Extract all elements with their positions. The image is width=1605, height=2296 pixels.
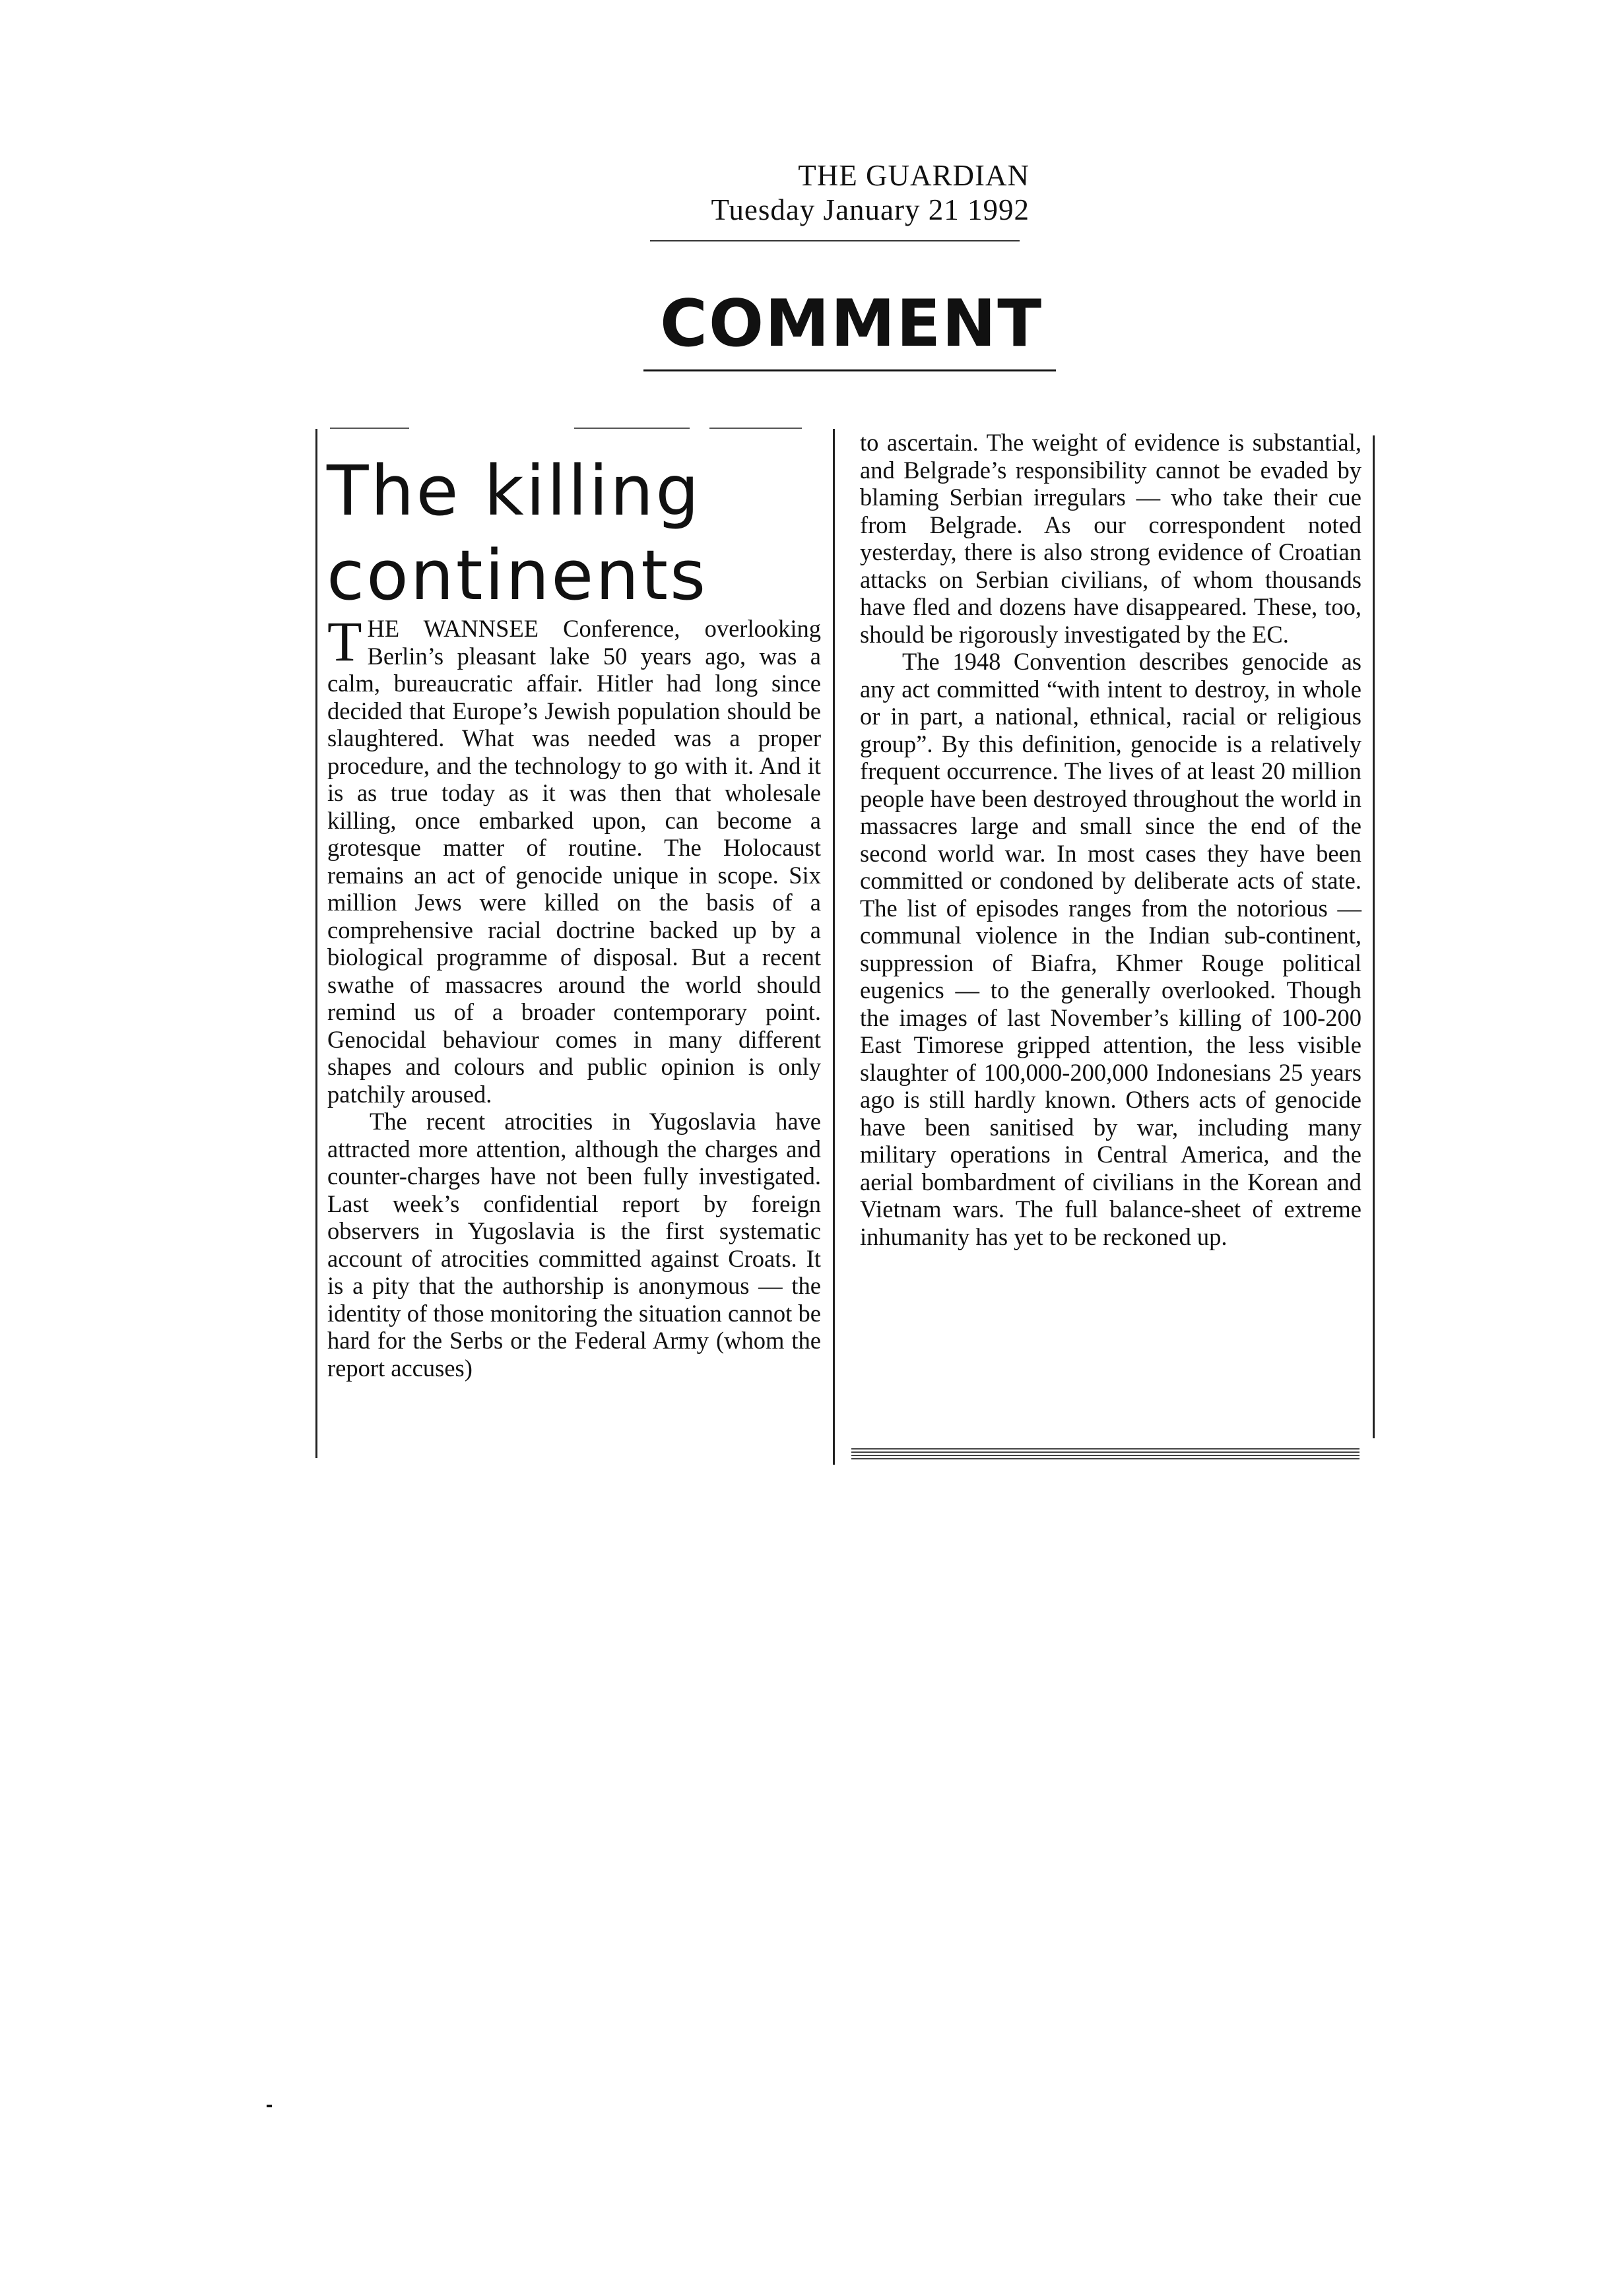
section-title: COMMENT [659, 286, 1043, 362]
paragraph-text: HE WANNSEE Conference, overlooking Berlin’s pleasant lake 50 years ago, was a calm, bureaucratic affair. Hitler had long since decided that Europe’s Jewish population should be slaughtered. What was needed was a proper procedure, and the technology to go with it. And it is as true today as it was then that wholesale killing, once embarked upon, can become a grotesque matter of routine. The Holocaust remains an act of genocide unique in scope. Six million Jews were killed on the basis of a comprehensive racial doctrine backed up by a biological programme of disposal. But a recent swathe of massacres around the world should remind us of a broader contemporary point. Genocidal behaviour comes in many different shapes and colours and public opinion is only patchily aroused. [327, 615, 821, 1108]
end-rule [851, 1448, 1359, 1450]
article-paragraph: The recent atrocities in Yugoslavia have attracted more attention, although the charges and counter-charges have not been fully investigated. Last week’s confidential report by foreign observers in Yugoslavia is the first systematic account of atrocities committed against Croats. It is a pity that the authorship is anonymous — the identity of those monitoring the situation cannot be hard for the Serbs or the Federal Army (whom the report accuses) [327, 1108, 821, 1382]
article-column-1 [327, 610, 821, 1382]
left-column-rule [315, 429, 317, 1458]
end-of-article-rules [851, 1448, 1359, 1461]
masthead [660, 158, 1030, 227]
newspaper-name: THE GUARDIAN [798, 159, 1030, 192]
article-headline: The killing continents [327, 451, 708, 616]
article-paragraph: to ascertain. The weight of evidence is substantial, and Belgrade’s responsibility cannot be evaded by blaming Serbian irregulars — who take their cue from Belgrade. As our correspondent noted yesterday, there is also strong evidence of Croatian attacks on Serbian civilians, of whom thousands have fled and dozens have disappeared. These, too, should be rigorously investigated by the EC. [860, 429, 1361, 648]
article-paragraph [327, 610, 821, 1108]
center-column-rule [833, 429, 835, 1465]
scan-mark [267, 2105, 272, 2107]
masthead-rule [650, 240, 1020, 241]
top-dash [709, 428, 802, 429]
drop-cap: T [327, 610, 362, 673]
article-column-2 [860, 429, 1361, 1250]
end-rule [851, 1451, 1359, 1453]
end-rule [851, 1455, 1359, 1456]
top-dash [330, 428, 409, 429]
section-rule [643, 369, 1056, 371]
end-rule [851, 1458, 1359, 1459]
top-dash [574, 428, 690, 429]
issue-date: Tuesday January 21 1992 [711, 193, 1030, 226]
article-paragraph: The 1948 Convention describes genocide as any act committed “with intent to destroy, in whole or in part, a national, ethnical, racial or religious group”. By this definition, genocide is a relatively frequent occurrence. The lives of at least 20 million people have been destroyed throughout the world in massacres large and small since the end of the second world war. In most cases they have been committed or condoned by deliberate acts of state. The list of episodes ranges from the notorious — communal violence in the Indian sub-continent, suppression of Biafra, Khmer Rouge political eugenics — to the generally overlooked. Though the images of last November’s killing of 100-200 East Timorese gripped attention, the less visible slaughter of 100,000-200,000 Indonesians 25 years ago is still hardly known. Others acts of genocide have been sanitised by war, including many military operations in Central America, and the aerial bombardment of civilians in the Korean and Vietnam wars. The full balance-sheet of extreme inhumanity has yet to be reckoned up. [860, 648, 1361, 1250]
right-column-rule [1373, 435, 1375, 1438]
